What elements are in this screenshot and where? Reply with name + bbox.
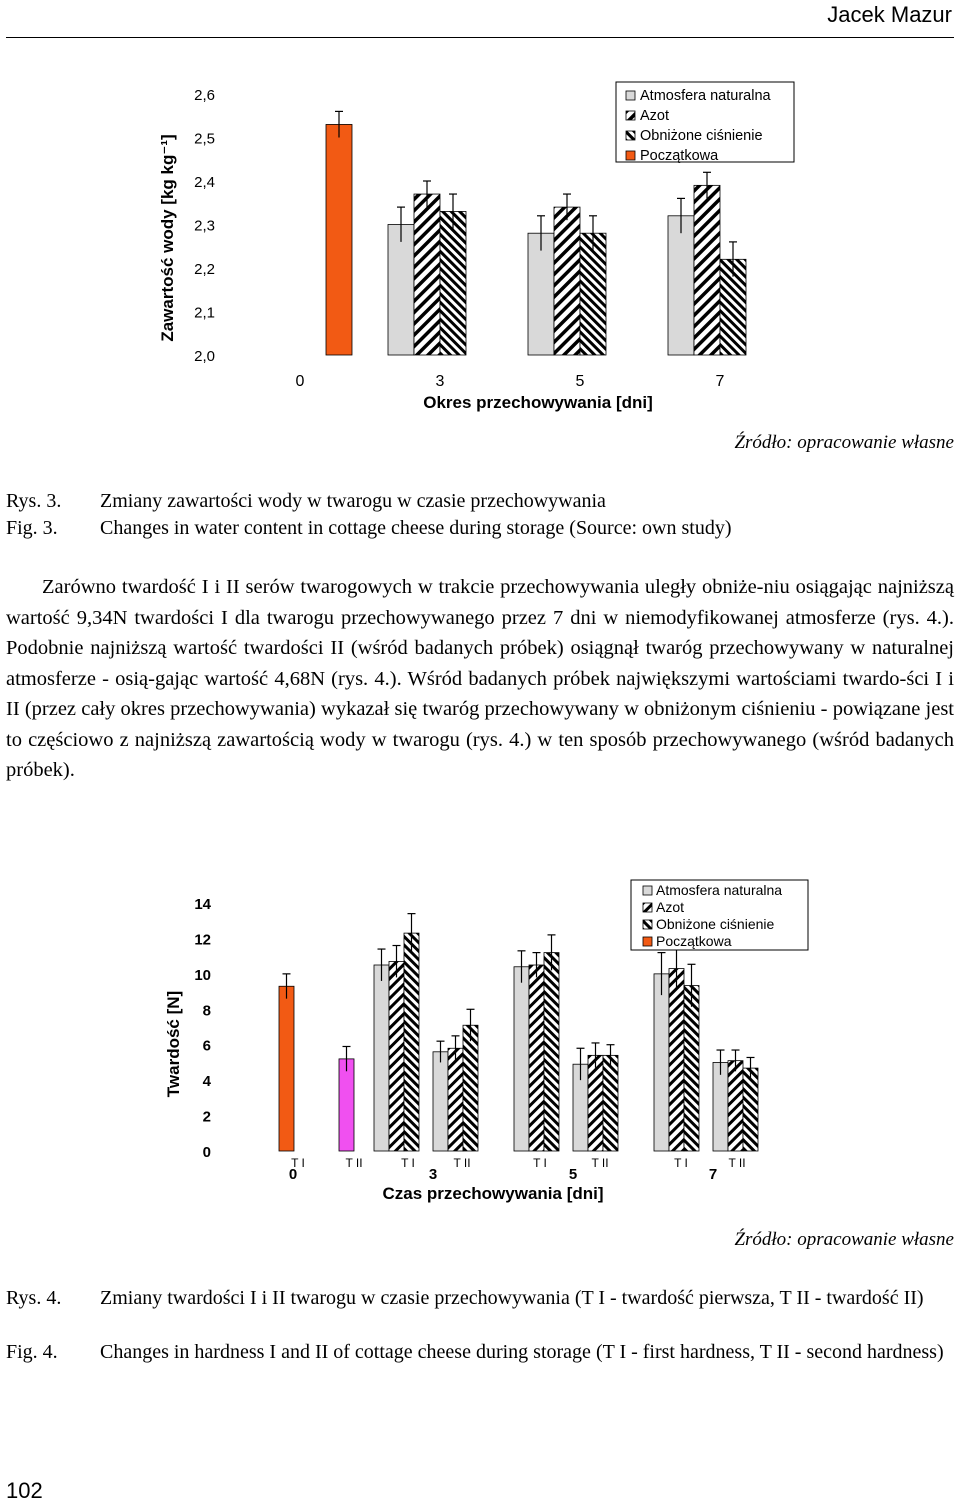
header-rule xyxy=(6,37,954,38)
fig4-legend-label: Azot xyxy=(656,899,685,915)
fig3-bar xyxy=(580,233,606,355)
figure-4-caption xyxy=(0,1285,960,1395)
fig4-bar xyxy=(654,974,669,1151)
fig4-legend-label: Obniżone ciśnienie xyxy=(656,916,775,932)
running-header-author: Jacek Mazur xyxy=(827,2,952,27)
fig4-legend-swatch xyxy=(643,903,652,912)
fig4-bar xyxy=(713,1062,728,1151)
fig4-legend xyxy=(631,880,808,950)
fig3-y-tick-label: 2,0 xyxy=(194,348,215,365)
fig3-legend-label: Atmosfera naturalna xyxy=(640,88,771,104)
fig3-legend-swatch xyxy=(626,131,635,140)
fig4-subcategory-label: T II xyxy=(453,1156,471,1170)
fig4-bar xyxy=(463,1025,478,1151)
fig4-subcategory-label: T I xyxy=(291,1156,305,1170)
figure-3-caption-pl: Zmiany zawartości wody w twarogu w czasie przechowywania xyxy=(100,490,606,512)
fig3-legend-label: Obniżone ciśnienie xyxy=(640,128,763,144)
figure-4-rys-label: Rys. 4. xyxy=(6,1287,62,1309)
fig3-bar xyxy=(554,207,580,355)
fig4-y-tick-label: 12 xyxy=(194,931,211,949)
fig3-bar xyxy=(694,185,720,355)
fig4-subcategory-label: T I xyxy=(401,1156,415,1170)
fig4-subcategory-label: T I xyxy=(533,1156,547,1170)
fig3-legend-swatch xyxy=(626,91,635,100)
fig3-legend-swatch xyxy=(626,111,635,120)
figure-3-rys-label: Rys. 3. xyxy=(6,490,62,512)
figure-4-source: Źródło: opracowanie własne xyxy=(734,1229,954,1250)
fig4-bar xyxy=(514,967,529,1151)
fig4-x-tick-label: 3 xyxy=(428,1166,438,1183)
fig3-x-axis-title: Okres przechowywania [dni] xyxy=(423,393,653,412)
fig4-bar xyxy=(544,953,559,1151)
fig4-x-tick-label: 7 xyxy=(708,1166,718,1183)
fig4-y-tick-label: 2 xyxy=(202,1108,211,1126)
fig4-legend-label: Początkowa xyxy=(656,933,732,949)
fig4-bar xyxy=(588,1055,603,1151)
fig3-y-tick-label: 2,2 xyxy=(194,261,215,278)
fig4-y-axis-title: Twardość [N] xyxy=(164,990,183,1098)
fig4-y-tick-label: 8 xyxy=(202,1002,211,1020)
fig3-x-tick-label: 3 xyxy=(435,373,445,390)
fig4-bar xyxy=(529,965,544,1151)
fig4-bar xyxy=(279,986,294,1151)
fig3-bar xyxy=(668,216,694,355)
figure-4-fig-label: Fig. 4. xyxy=(6,1341,58,1363)
fig4-bar xyxy=(743,1068,758,1151)
fig4-y-tick-label: 0 xyxy=(202,1144,211,1161)
fig3-legend-label: Początkowa xyxy=(640,148,719,164)
fig4-bar xyxy=(669,969,684,1151)
fig3-legend-label: Azot xyxy=(640,108,670,124)
fig3-y-tick-label: 2,3 xyxy=(194,217,215,235)
fig4-legend-swatch xyxy=(643,937,652,946)
fig4-subcategory-label: T II xyxy=(345,1156,363,1170)
fig4-bar xyxy=(603,1055,618,1151)
fig3-y-tick-label: 2,5 xyxy=(194,130,215,148)
fig4-y-tick-label: 10 xyxy=(194,966,211,984)
body-paragraph: Zarówno twardość I i II serów twarogowych w trakcie przechowywania uległy obniże-niu osiągając najniższą wartość 9,34N twardości I dla twarogu przechowywanego przez 7 dni w niemodyfikowanej atmosferze (rys. 4.). Podobnie najniższą wartość twardości II (wśród badanych próbek) osiągnął twaróg przechowywany w naturalnej atmosferze - osią-gając wartość 4,68N (rys. 4.). Wśród badanych próbek największymi wartościami twardo-ści I i II (przez cały okres przechowywania) wykazał się twaróg przechowywany w obniżonym ciśnieniu - powiązane jest to częściowo z najniższą zawartością wody w twarogu (rys. 4.) w ten sposób przechowywanego (wśród badanych próbek). xyxy=(6,576,954,781)
fig4-legend-label: Atmosfera naturalna xyxy=(656,882,783,898)
fig4-x-tick-label: 5 xyxy=(568,1166,578,1183)
fig4-x-axis-title: Czas przechowywania [dni] xyxy=(382,1184,604,1203)
fig3-bar xyxy=(414,194,440,355)
fig3-bar xyxy=(440,211,466,355)
fig4-bar xyxy=(389,961,404,1151)
fig3-y-tick-label: 2,6 xyxy=(194,87,215,104)
fig4-bar xyxy=(684,986,699,1151)
fig4-subcategory-label: T I xyxy=(674,1156,688,1170)
fig4-subcategory-label: T II xyxy=(591,1156,609,1170)
fig4-y-tick-label: 14 xyxy=(194,896,211,913)
fig3-x-tick-label: 5 xyxy=(575,373,585,390)
fig4-legend-swatch xyxy=(643,920,652,929)
fig4-bar xyxy=(374,965,389,1151)
fig3-legend xyxy=(616,82,794,164)
fig4-bar xyxy=(404,933,419,1151)
fig3-y-axis-title: Zawartość wody [kg kg⁻¹] xyxy=(158,134,177,342)
fig3-bar xyxy=(388,225,414,356)
figure-3-fig-label: Fig. 3. xyxy=(6,517,58,539)
fig4-y-tick-label: 6 xyxy=(202,1037,211,1055)
figure-3-source: Źródło: opracowanie własne xyxy=(734,432,954,453)
figure-4-chart xyxy=(150,876,820,1208)
fig3-y-tick-label: 2,1 xyxy=(194,304,215,322)
figure-3-caption xyxy=(0,488,960,544)
fig3-x-tick-label: 7 xyxy=(715,373,725,390)
fig3-y-tick-label: 2,4 xyxy=(194,174,215,191)
figure-4-caption-en: Changes in hardness I and II of cottage cheese during storage (T I - first hardness, T II - second hardness) xyxy=(100,1341,944,1363)
fig4-subcategory-label: T II xyxy=(728,1156,746,1170)
fig4-bar xyxy=(728,1061,743,1151)
fig4-bar xyxy=(433,1052,448,1151)
fig4-x-tick-label: 0 xyxy=(288,1166,298,1183)
fig3-x-tick-label: 0 xyxy=(295,373,305,390)
fig3-legend-swatch xyxy=(626,151,635,160)
page-number: 102 xyxy=(6,1478,43,1503)
fig3-bar xyxy=(326,124,352,355)
figure-3-chart xyxy=(100,72,820,420)
fig4-legend-swatch xyxy=(643,886,652,895)
fig4-bar xyxy=(448,1048,463,1151)
fig3-bar xyxy=(528,233,554,355)
figure-3-caption-en: Changes in water content in cottage cheese during storage (Source: own study) xyxy=(100,517,732,539)
fig4-bar xyxy=(339,1059,354,1151)
figure-4-caption-pl: Zmiany twardości I i II twarogu w czasie przechowywania (T I - twardość pierwsza, T II - twardość II) xyxy=(100,1287,924,1309)
fig4-y-tick-label: 4 xyxy=(202,1073,211,1091)
